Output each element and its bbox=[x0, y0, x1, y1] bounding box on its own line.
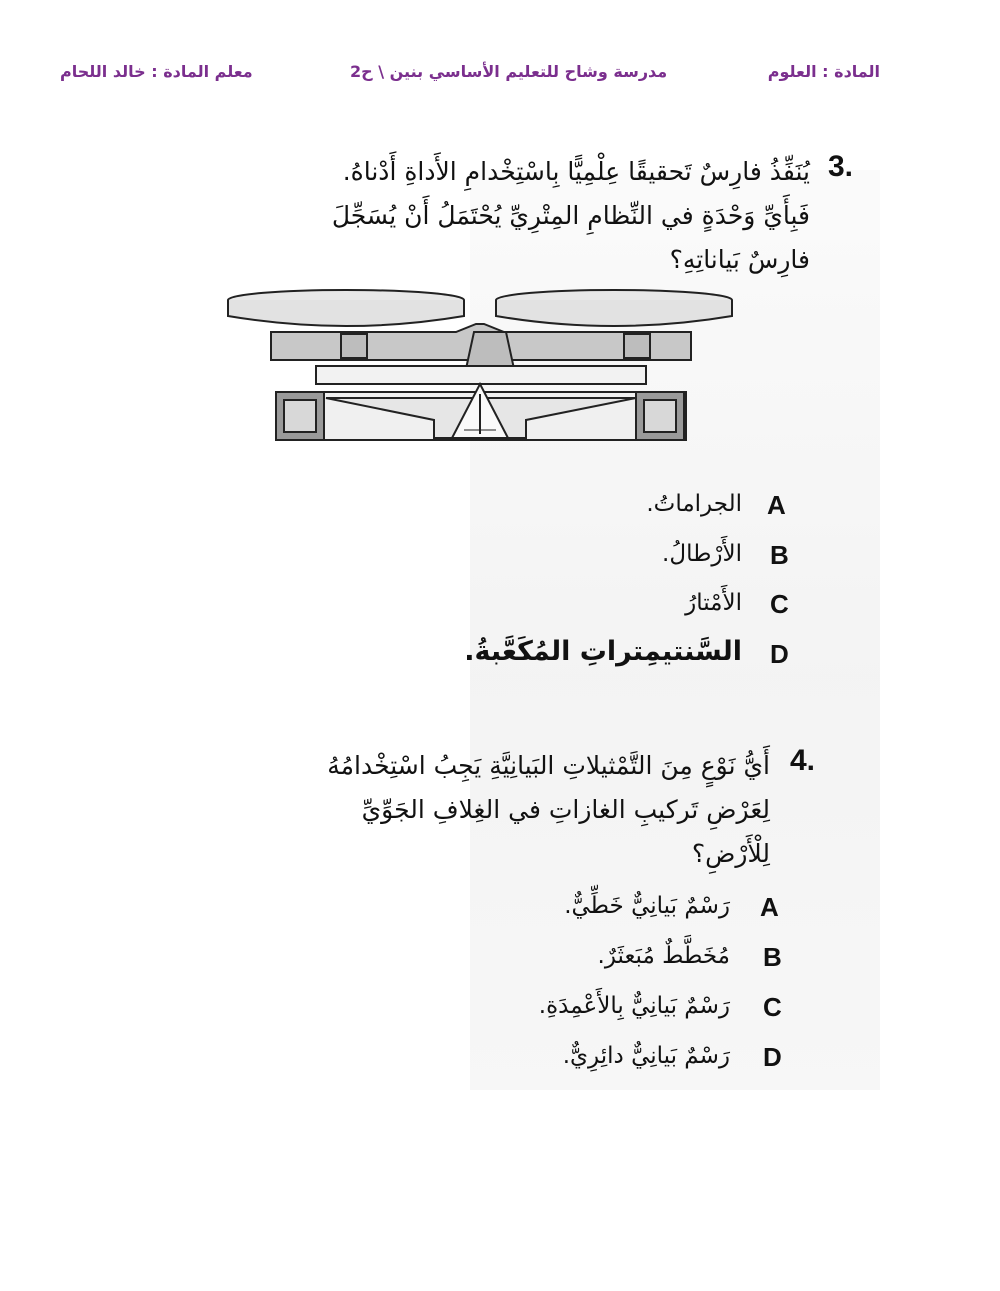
subject-label: المادة : العلوم bbox=[767, 62, 880, 81]
q3-option-b-letter: B bbox=[770, 540, 789, 570]
balance-scale-icon bbox=[226, 288, 734, 448]
question-3-text bbox=[210, 150, 810, 282]
q3-option-c[interactable]: الأَمْتارُ bbox=[685, 590, 742, 616]
question-3-number: 3. bbox=[828, 150, 854, 183]
q4-option-a[interactable]: رَسْمٌ بَيانِيٌّ خَطِّيٌّ. bbox=[564, 893, 730, 919]
q3-option-c-letter: C bbox=[770, 589, 789, 619]
q4-option-d-letter: D bbox=[763, 1042, 782, 1072]
q4-option-b-letter: B bbox=[763, 942, 782, 972]
q3-option-d-letter: D bbox=[770, 639, 789, 669]
q4-option-a-letter: A bbox=[760, 892, 779, 922]
q3-option-a-letter: A bbox=[767, 490, 786, 520]
page-header bbox=[60, 62, 880, 90]
question-4-number: 4. bbox=[790, 744, 816, 777]
q3-option-a[interactable]: الجراماتُ. bbox=[646, 491, 742, 517]
question-3-line-2: فَبِأَيِّ وَحْدَةٍ في النِّظامِ المِتْرِيِّ يُحْتَمَلُ أَنْ يُسَجِّلَ bbox=[331, 201, 810, 230]
q4-option-b[interactable]: مُخَطَّطٌ مُبَعثَرٌ. bbox=[597, 943, 730, 969]
school-label: مدرسة وشاح للتعليم الأساسي بنين \ ح2 bbox=[350, 62, 668, 81]
q4-option-c-letter: C bbox=[763, 992, 782, 1022]
question-4-text bbox=[220, 744, 770, 876]
q4-option-d[interactable]: رَسْمٌ بَيانِيٌّ دائِرِيٌّ. bbox=[562, 1043, 730, 1069]
q3-option-d[interactable]: السَّنتيمِتراتِ المُكَعَّبةُ. bbox=[464, 636, 742, 667]
q4-option-c[interactable]: رَسْمٌ بَيانِيٌّ بِالأَعْمِدَةِ. bbox=[538, 993, 730, 1019]
question-4-line-2: لِعَرْضِ تَركيبِ الغازاتِ في الغِلافِ الجَوِّيِّ bbox=[361, 795, 770, 824]
question-3-line-1: يُنَفِّذُ فارِسٌ تَحقيقًا عِلْمِيًّا بِاسْتِخْدامِ الأَداةِ أَدْناهُ. bbox=[342, 157, 810, 186]
teacher-label: معلم المادة : خالد اللحام bbox=[60, 62, 253, 81]
question-4-line-3: لِلْأَرْضِ؟ bbox=[691, 839, 770, 868]
question-3-line-3: فارِسٌ بَياناتِهِ؟ bbox=[669, 245, 810, 274]
question-4-line-1: أَيُّ نَوْعٍ مِنَ التَّمْثيلاتِ البَيانِيَّةِ يَجِبُ اسْتِخْدامُهُ bbox=[327, 751, 770, 780]
q3-option-b[interactable]: الأَرْطالُ. bbox=[662, 541, 742, 567]
